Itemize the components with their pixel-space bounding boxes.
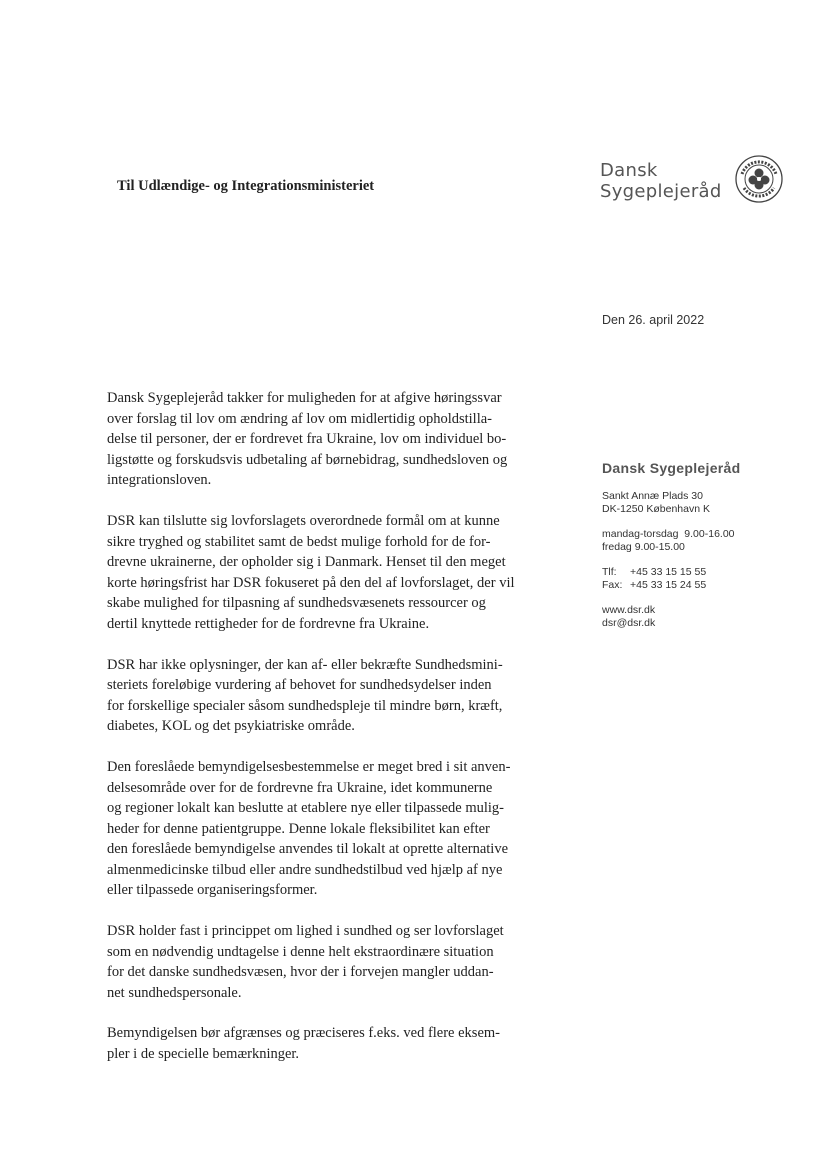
body-line: og regioner lokalt kan beslutte at etablere nye eller tilpassede mulig- xyxy=(107,800,504,817)
fax-number: +45 33 15 24 55 xyxy=(630,579,707,591)
body-line: delse til personer, der er fordrevet fra Ukraine, lov om individuel bo- xyxy=(107,431,507,448)
fax-line xyxy=(602,579,740,592)
body-line: dertil knyttede rettigheder for de fordrevne fra Ukraine. xyxy=(107,615,430,632)
body-line: integrationsloven. xyxy=(107,472,212,489)
address-line: DK-1250 København K xyxy=(602,503,710,515)
fax-label: Fax: xyxy=(602,579,623,591)
letter-body xyxy=(107,388,567,1085)
body-line: skabe mulighed for tilpasning af sundhedsvæsenets ressourcer og xyxy=(107,595,486,612)
body-line: delsesområde over for de fordrevne fra Ukraine, idet kommunerne xyxy=(107,779,493,796)
phone-number: +45 33 15 15 55 xyxy=(630,566,707,578)
sender-org: Dansk Sygeplejeråd xyxy=(602,460,741,476)
logo-line-2: Sygeplejeråd xyxy=(600,181,722,202)
hours-line: mandag-torsdag 9.00-16.00 xyxy=(602,528,735,540)
paragraph xyxy=(107,655,567,737)
logo-line-1: Dansk xyxy=(600,160,658,181)
body-line: over forslag til lov om ændring af lov om midlertidig opholdstilla- xyxy=(107,410,493,427)
hours-line: fredag 9.00-15.00 xyxy=(602,541,685,553)
website-link[interactable]: www.dsr.dk xyxy=(602,604,656,616)
body-line: den foreslåede bemyndigelse anvendes til lokalt at oprette alternative xyxy=(107,841,509,858)
address-line: Sankt Annæ Plads 30 xyxy=(602,490,703,502)
dsr-logo xyxy=(600,160,790,210)
body-line: for det danske sundhedsvæsen, hvor der i forvejen mangler uddan- xyxy=(107,964,494,981)
paragraph xyxy=(107,921,567,1003)
letter-date: Den 26. april 2022 xyxy=(602,313,705,327)
body-line: DSR holder fast i princippet om lighed i sundhed og ser lovforslaget xyxy=(107,923,504,940)
body-line: net sundhedspersonale. xyxy=(107,984,242,1001)
paragraph xyxy=(107,757,567,901)
body-line: heder for denne patientgruppe. Denne lokale fleksibilitet kan efter xyxy=(107,820,490,837)
body-line: ligstøtte og forskudsvis udbetaling af børnebidrag, sundhedsloven og xyxy=(107,451,508,468)
sender-info xyxy=(602,460,740,630)
body-line: korte høringsfrist har DSR fokuseret på den del af lovforslaget, der vil xyxy=(107,574,515,591)
body-line: Dansk Sygeplejeråd takker for muligheden for at afgive høringssvar xyxy=(107,390,502,406)
paragraph xyxy=(107,511,567,635)
paragraph xyxy=(107,388,567,491)
phone-line xyxy=(602,566,740,579)
phone-label: Tlf: xyxy=(602,566,617,578)
body-line: eller tilpassede organiseringsformer. xyxy=(107,882,318,899)
body-line: drevne ukrainerne, der opholder sig i Danmark. Henset til den meget xyxy=(107,554,506,571)
seal-icon xyxy=(734,154,784,204)
body-line: for forskellige specialer såsom sundhedspleje til mindre børn, kræft, xyxy=(107,697,503,714)
body-line: diabetes, KOL og det psykiatriske område. xyxy=(107,718,355,735)
body-line: Bemyndigelsen bør afgrænses og præciseres f.eks. ved flere eksem- xyxy=(107,1025,500,1042)
body-line: steriets foreløbige vurdering af behovet for sundhedsydelser inden xyxy=(107,677,492,694)
body-line: DSR har ikke oplysninger, der kan af- eller bekræfte Sundhedsmini- xyxy=(107,656,503,673)
body-line: Den foreslåede bemyndigelsesbestemmelse er meget bred i sit anven- xyxy=(107,758,511,775)
body-line: sikre tryghed og stabilitet samt de bedst mulige forhold for de for- xyxy=(107,533,491,550)
body-line: pler i de specielle bemærkninger. xyxy=(107,1046,300,1063)
body-line: DSR kan tilslutte sig lovforslagets overordnede formål om at kunne xyxy=(107,512,500,529)
body-line: som en nødvendig undtagelse i denne helt ekstraordinære situation xyxy=(107,943,494,960)
body-line: almenmedicinske tilbud eller andre sundhedstilbud ved hjælp af nye xyxy=(107,861,503,878)
recipient-heading: Til Udlændige- og Integrationsministeriet xyxy=(117,178,375,194)
paragraph xyxy=(107,1023,567,1064)
email-link[interactable]: dsr@dsr.dk xyxy=(602,617,656,629)
